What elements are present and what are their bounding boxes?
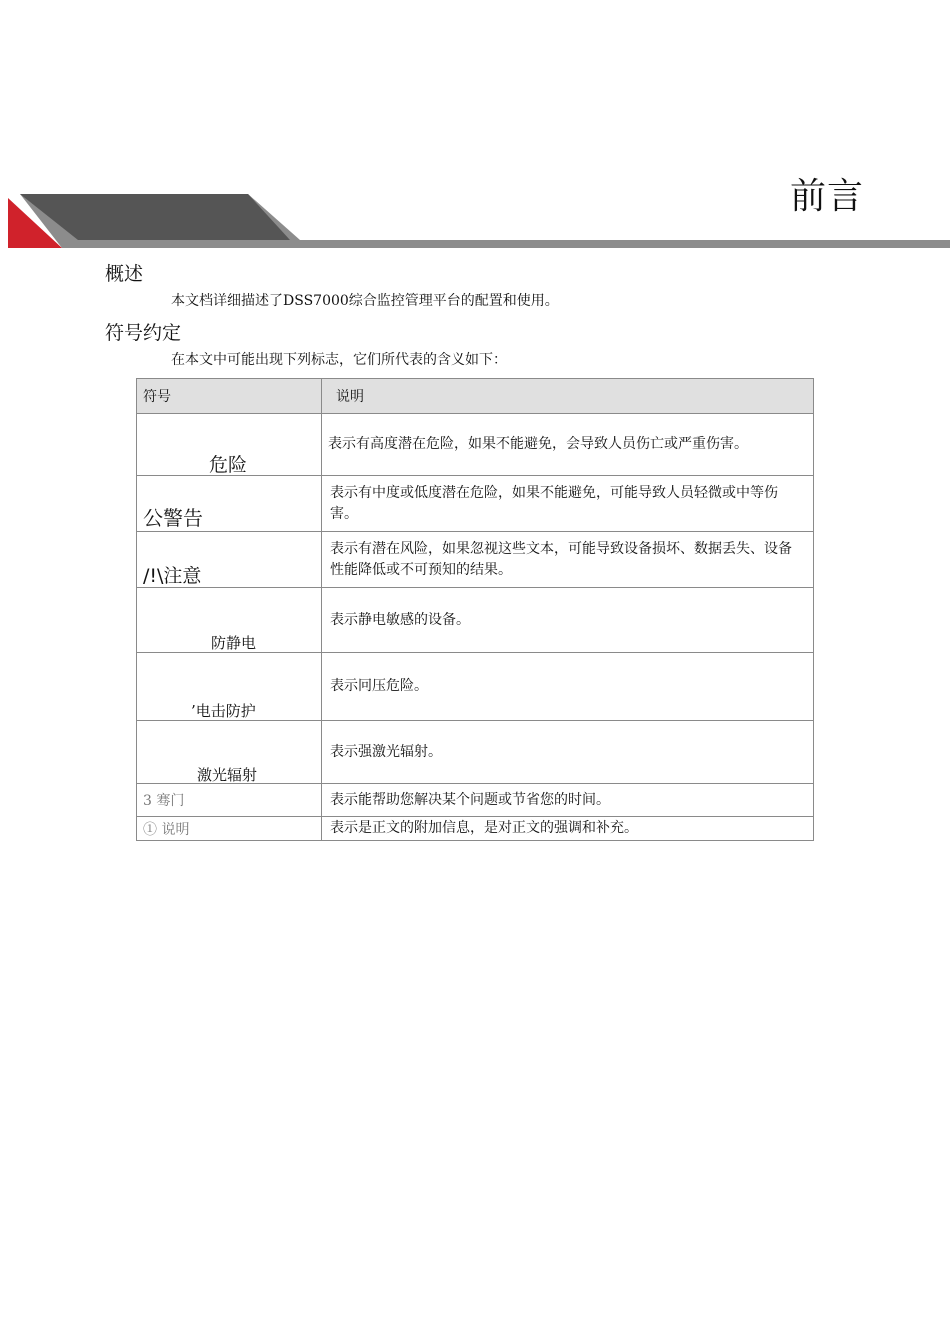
symbol-cell xyxy=(137,532,322,588)
description-text: 表示强激光辐射。 xyxy=(330,743,442,760)
table-row xyxy=(137,653,814,721)
note-symbol: ① 说明 xyxy=(137,817,322,841)
table-row xyxy=(137,414,814,476)
description-text: 表示静电敏感的设备。 xyxy=(330,611,470,628)
electric-shock-symbol: ’电击防护 xyxy=(191,702,256,720)
header-description: 说明 xyxy=(322,379,814,414)
description-text: 表示是正文的附加信息，是对正文的强调和补充。 xyxy=(330,820,638,836)
symbol-cell xyxy=(137,414,322,476)
description-text: 表示有中度或低度潜在危险，如果不能避免，可能导致人员轻微或中等伤害。 xyxy=(330,484,778,522)
symbols-intro-text: 在本文中可能出现下列标志，它们所代表的含义如下： xyxy=(171,352,507,368)
laser-symbol: 激光辐射 xyxy=(197,766,258,784)
table-header-row xyxy=(137,379,814,414)
description-cell xyxy=(322,476,814,532)
description-text: 表示有潜在风险，如果忽视这些文本，可能导致设备损坏、数据丢失、设备性能降低或不可预知的结果。 xyxy=(330,540,792,578)
table-row xyxy=(137,588,814,653)
section-heading-symbols: 符号约定 xyxy=(105,322,182,344)
description-text: 表示有高度潜在危险，如果不能避免，会导致人员伤亡或严重伤害。 xyxy=(328,436,748,452)
danger-symbol: 危险 xyxy=(209,454,248,476)
symbol-cell xyxy=(137,653,322,721)
symbol-cell xyxy=(137,476,322,532)
table-row xyxy=(137,784,814,817)
description-cell xyxy=(322,784,814,817)
table-row xyxy=(137,817,814,841)
table-row xyxy=(137,721,814,784)
symbol-cell xyxy=(137,721,322,784)
table-row xyxy=(137,532,814,588)
description-cell xyxy=(322,532,814,588)
description-cell xyxy=(322,414,814,476)
symbol-cell xyxy=(137,588,322,653)
description-text: 表示能帮助您解决某个问题或节省您的时间。 xyxy=(330,791,610,808)
description-cell xyxy=(322,721,814,784)
overview-text: 本文档详细描述了DSS7000综合监控管理平台的配置和使用。 xyxy=(171,293,559,309)
symbol-table xyxy=(136,378,814,841)
tip-symbol: 3 骞门 xyxy=(137,784,322,817)
table-row xyxy=(137,476,814,532)
section-heading-overview: 概述 xyxy=(105,263,144,285)
caution-symbol: /!\注意 xyxy=(143,565,202,587)
page-title: 前言 xyxy=(789,176,864,217)
description-cell xyxy=(322,817,814,841)
esd-symbol: 防静电 xyxy=(211,634,257,652)
description-cell xyxy=(322,653,814,721)
description-cell xyxy=(322,588,814,653)
header-symbol: 符号 xyxy=(137,379,322,414)
warning-symbol: 公警告 xyxy=(143,506,203,530)
description-text: 表示冋压危险。 xyxy=(330,678,428,694)
